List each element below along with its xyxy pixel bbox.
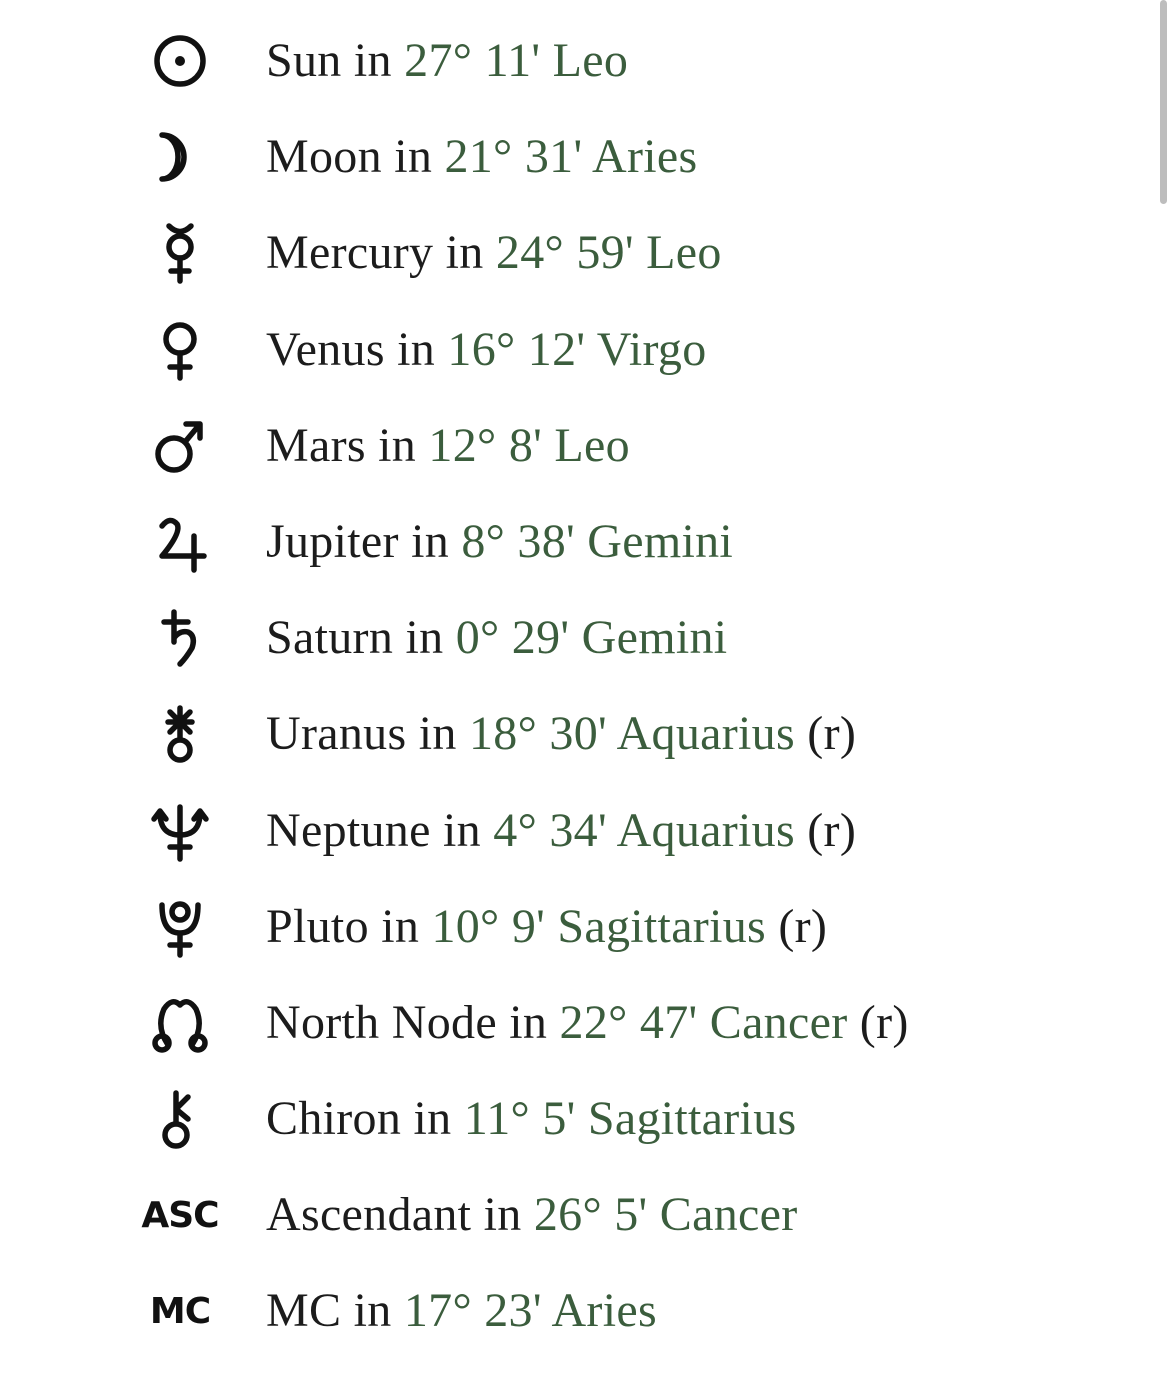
retrograde-flag: (r): [807, 803, 857, 857]
placement-row-neptune: [0, 783, 1150, 879]
neptune-icon: [140, 783, 220, 879]
body-name: Venus: [266, 322, 385, 376]
placement-row-saturn: [0, 590, 1150, 686]
body-name: MC: [266, 1284, 342, 1338]
placement-text: [266, 205, 722, 301]
venus-icon: [140, 302, 220, 398]
placement-text: [266, 879, 827, 975]
placement-row-pluto: [0, 879, 1150, 975]
connector: in: [418, 707, 457, 761]
placement-row-mercury: [0, 205, 1150, 301]
retrograde-flag: (r): [807, 707, 857, 761]
connector: in: [411, 514, 449, 568]
body-name: Ascendant: [266, 1188, 472, 1242]
connector: in: [483, 1188, 522, 1242]
body-name: Chiron: [266, 1092, 402, 1146]
body-name: Neptune: [266, 803, 431, 857]
placement-text: [266, 302, 707, 398]
placement-text: [266, 1263, 657, 1359]
placement-text: [266, 398, 630, 494]
sign-position: 16° 12' Virgo: [447, 322, 707, 376]
placement-text: [266, 686, 856, 782]
connector: in: [443, 803, 481, 857]
placement-row-sun: [0, 13, 1150, 109]
connector: in: [445, 226, 484, 280]
sign-position: 27° 11' Leo: [404, 34, 629, 87]
placement-text: [266, 783, 856, 879]
placement-row-ascendant: [0, 1167, 1150, 1263]
sign-position: 24° 59' Leo: [495, 226, 722, 280]
placement-text: [266, 109, 698, 205]
placement-text: [266, 590, 727, 686]
placement-row-jupiter: [0, 494, 1150, 590]
sign-position: 26° 5' Cancer: [533, 1188, 798, 1242]
body-name: Pluto: [266, 899, 369, 953]
sign-position: 8° 38' Gemini: [461, 514, 734, 568]
connector: in: [405, 611, 444, 665]
sign-position: 12° 8' Leo: [428, 418, 630, 472]
scrollbar-thumb[interactable]: [1160, 0, 1167, 204]
placement-text: [266, 494, 733, 590]
retrograde-flag: (r): [859, 995, 909, 1049]
moon-icon: [140, 109, 220, 205]
body-name: Mercury: [266, 226, 434, 280]
connector: in: [413, 1092, 452, 1146]
placement-row-mars: [0, 398, 1150, 494]
mercury-icon: [140, 205, 220, 301]
body-name: Moon: [266, 130, 382, 184]
sun-icon: [140, 13, 220, 109]
connector: in: [381, 899, 420, 953]
placement-text: [266, 975, 909, 1071]
retrograde-flag: (r): [778, 899, 828, 953]
body-name: North Node: [266, 995, 497, 1049]
mars-icon: [140, 398, 220, 494]
placement-text: [266, 1071, 796, 1167]
placement-text: [266, 13, 628, 109]
placement-row-moon: [0, 109, 1150, 205]
placement-row-north-node: [0, 975, 1150, 1071]
body-name: Sun: [266, 34, 342, 87]
connector: in: [353, 34, 392, 87]
sign-position: 0° 29' Gemini: [455, 611, 728, 665]
jupiter-icon: [140, 494, 220, 590]
placement-row-mc: [0, 1263, 1150, 1359]
sign-position: 17° 23' Aries: [403, 1284, 657, 1338]
asc-label: ASC: [141, 1194, 219, 1236]
connector: in: [378, 418, 417, 472]
placement-row-venus: [0, 302, 1150, 398]
uranus-icon: [140, 686, 220, 782]
sign-position: 18° 30' Aquarius: [469, 707, 795, 761]
connector: in: [509, 995, 548, 1049]
body-name: Jupiter: [266, 514, 399, 568]
body-name: Mars: [266, 418, 366, 472]
north-node-icon: [140, 975, 220, 1071]
connector: in: [397, 322, 436, 376]
placement-row-uranus: [0, 686, 1150, 782]
placement-text: [266, 1167, 798, 1263]
pluto-icon: [140, 879, 220, 975]
sign-position: 22° 47' Cancer: [559, 995, 848, 1049]
body-name: Saturn: [266, 611, 394, 665]
sign-position: 4° 34' Aquarius: [493, 803, 795, 857]
body-name: Uranus: [266, 707, 407, 761]
sign-position: 21° 31' Aries: [444, 130, 698, 184]
chiron-icon: [140, 1071, 220, 1167]
saturn-icon: [140, 590, 220, 686]
placement-row-chiron: [0, 1071, 1150, 1167]
placements-list: [0, 13, 1150, 1360]
mc-label: MC: [149, 1290, 211, 1332]
sign-position: 11° 5' Sagittarius: [463, 1092, 797, 1146]
connector: in: [353, 1284, 392, 1338]
sign-position: 10° 9' Sagittarius: [431, 899, 766, 953]
connector: in: [394, 130, 433, 184]
